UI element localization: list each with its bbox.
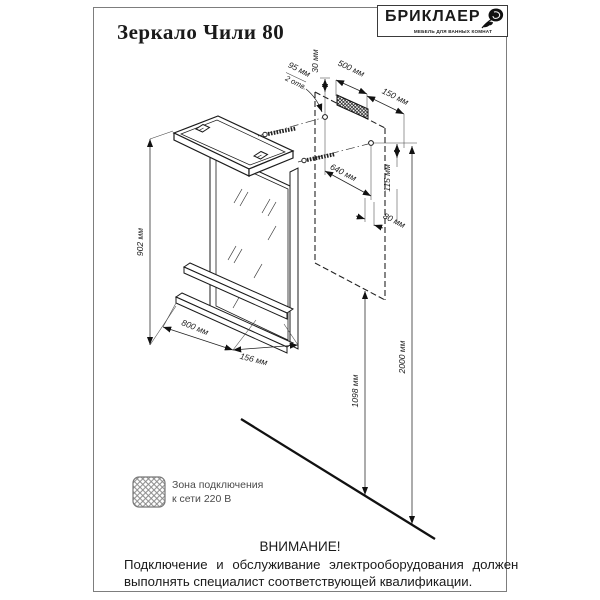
light-canopy (174, 116, 293, 176)
dim-offset-80-label: 80 мм (381, 210, 408, 230)
wall-outline (315, 92, 385, 300)
legend-label (172, 478, 263, 506)
warning-title: ВНИМАНИЕ! (259, 539, 341, 554)
screw-head (302, 158, 306, 162)
dim-mirror-width-label: 800 мм (180, 317, 211, 338)
dim-zone-top-offset-label: 30 мм (310, 49, 320, 73)
mirror-assembly (174, 116, 298, 353)
dim-holes-offset-label: 115 мм (382, 164, 392, 192)
warning-line-2: выполнять специалист соответствующей квалификации. (124, 574, 473, 590)
screw (268, 128, 296, 134)
dim-holes-label: 95 мм (286, 59, 313, 79)
screw (307, 154, 335, 160)
legend-swatch (133, 477, 165, 507)
dim-holes-count-label: 2 отв. (283, 73, 309, 92)
screw-head (263, 132, 267, 136)
power-zone (337, 95, 368, 119)
dim-shelf-to-floor-label: 1098 мм (350, 374, 360, 408)
dim-mirror-height-label: 902 мм (135, 227, 145, 257)
brand-tagline: МЕБЕЛЬ ДЛЯ ВАННЫХ КОМНАТ (413, 29, 493, 34)
mount-holes (323, 115, 374, 146)
mirror-side-panel (290, 168, 298, 349)
dim-mirror-depth-label: 156 мм (238, 350, 269, 368)
warning-line-1: Подключение и обслуживание электрооборудования должен (124, 557, 519, 572)
dim-zone-to-edge-label: 150 мм (380, 85, 411, 107)
legend-line-1: Зона подключения (172, 479, 264, 491)
legend-line-2: к сети 220 В (172, 493, 232, 506)
dim-holes-spacing-label: 640 мм (328, 161, 359, 184)
dim-mount-to-floor-label: 2000 мм (397, 340, 407, 374)
floor-line (241, 419, 435, 539)
dim-zone-width-label: 500 мм (336, 57, 367, 79)
page-title: Зеркало Чили 80 (117, 20, 285, 44)
brand-name: БРИКЛАЕР (385, 8, 481, 25)
warning-body (124, 556, 519, 591)
